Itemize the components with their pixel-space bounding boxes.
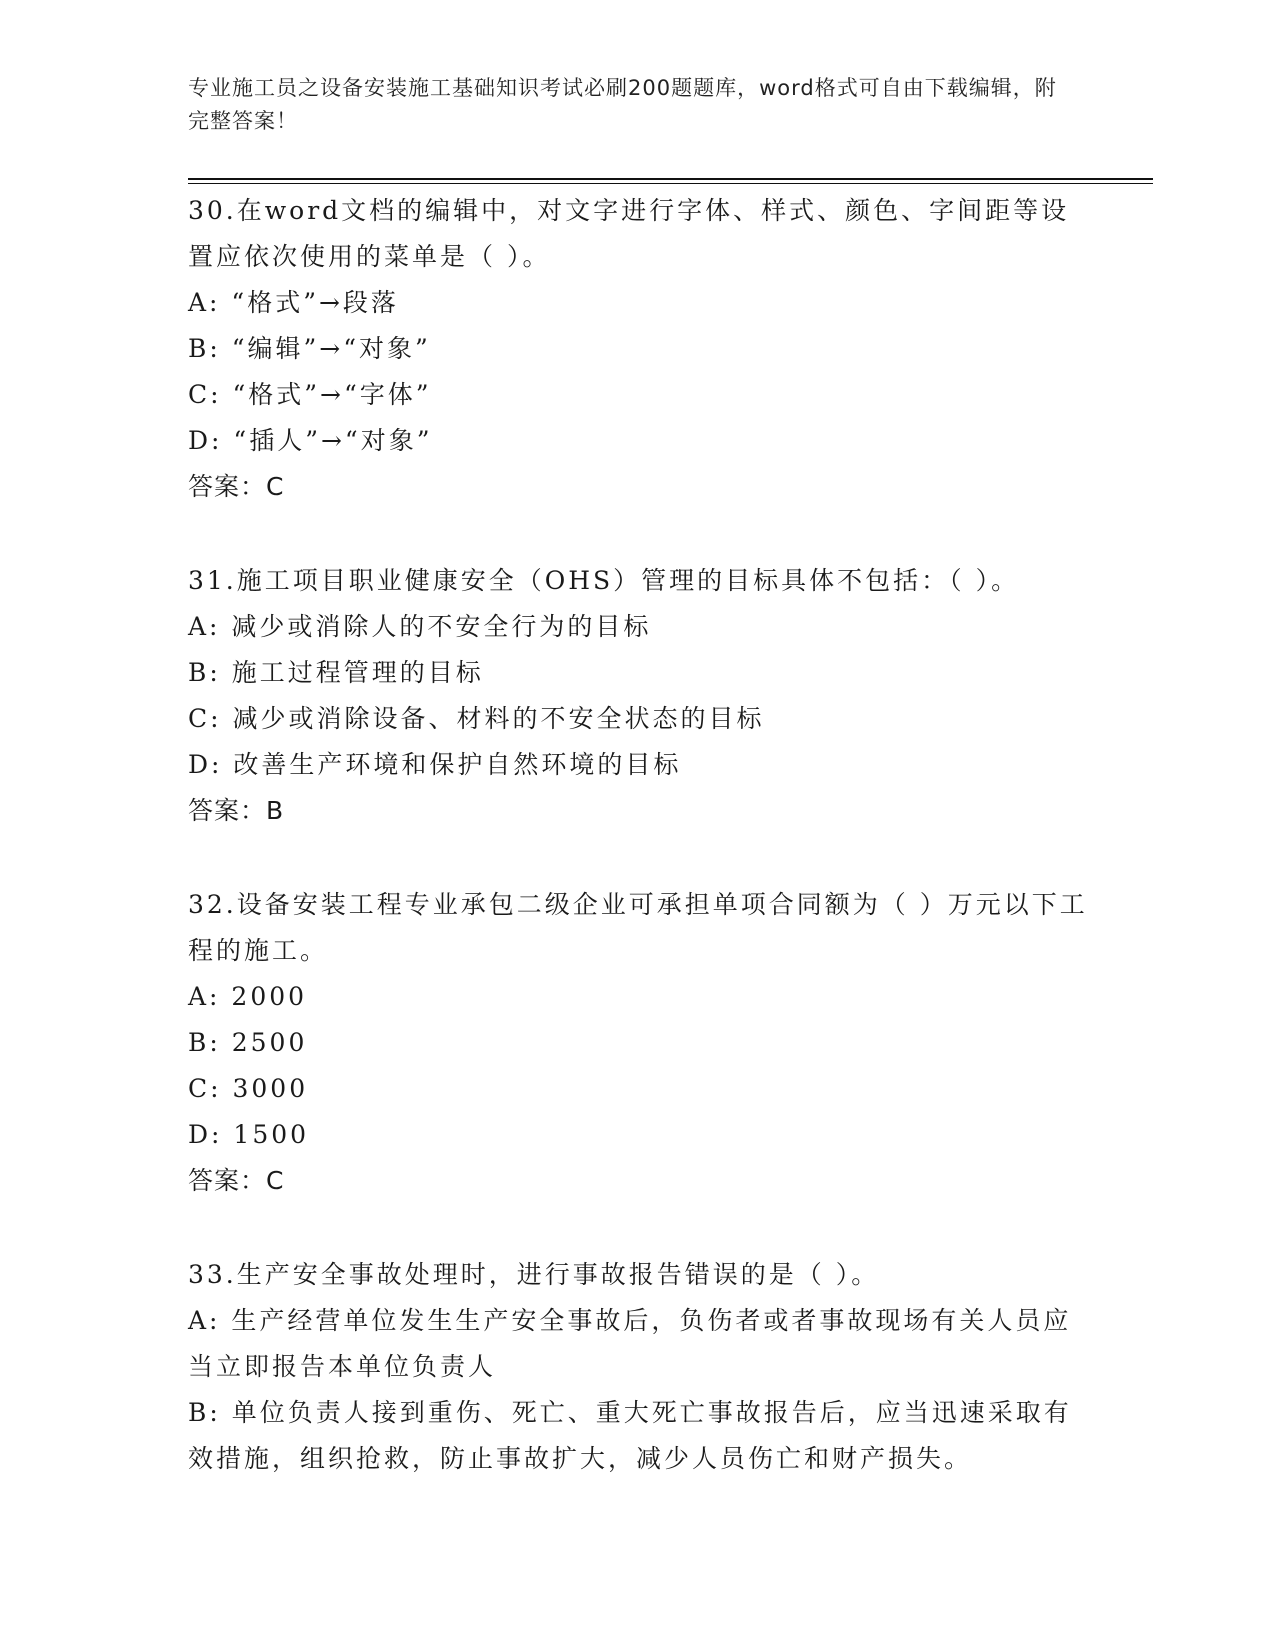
answer: 答案：C — [188, 472, 285, 501]
answer: 答案：B — [188, 796, 285, 825]
question-list — [188, 188, 1088, 1530]
answer: 答案：C — [188, 1166, 285, 1195]
option-c: C: “格式”→“字体” — [188, 380, 432, 409]
header-rule-thin — [188, 183, 1153, 184]
option-b: B: 单位负责人接到重伤、死亡、重大死亡事故报告后，应当迅速采取有效措施，组织抢救，防止事故扩大，减少人员伤亡和财产损失。 — [188, 1398, 1072, 1473]
question-text: 32.设备安装工程专业承包二级企业可承担单项合同额为（ ）万元以下工程的施工。 — [188, 890, 1088, 965]
question-33 — [188, 1252, 1088, 1482]
option-c: C: 3000 — [188, 1074, 309, 1103]
option-b: B: 施工过程管理的目标 — [188, 658, 484, 687]
question-text: 33.生产安全事故处理时，进行事故报告错误的是（ ）。 — [188, 1260, 880, 1289]
option-c: C: 减少或消除设备、材料的不安全状态的目标 — [188, 704, 765, 733]
document-header — [188, 72, 1068, 138]
question-32 — [188, 882, 1088, 1204]
option-b: B: 2500 — [188, 1028, 308, 1057]
question-31 — [188, 558, 1088, 834]
option-a: A: 2000 — [188, 982, 308, 1011]
question-30 — [188, 188, 1088, 510]
option-b: B: “编辑”→“对象” — [188, 334, 431, 363]
option-a: A: “格式”→段落 — [188, 288, 399, 317]
option-d: D: “插人”→“对象” — [188, 426, 433, 455]
header-rule-thick — [188, 178, 1153, 180]
option-d: D: 改善生产环境和保护自然环境的目标 — [188, 750, 682, 779]
option-d: D: 1500 — [188, 1120, 310, 1149]
option-a: A: 生产经营单位发生生产安全事故后，负伤者或者事故现场有关人员应当立即报告本单位负责人 — [188, 1306, 1072, 1381]
question-text: 31.施工项目职业健康安全（OHS）管理的目标具体不包括：（ ）。 — [188, 566, 1020, 595]
header-title: 专业施工员之设备安装施工基础知识考试必刷200题题库，word格式可自由下载编辑，附完整答案！ — [188, 76, 1057, 133]
option-a: A: 减少或消除人的不安全行为的目标 — [188, 612, 652, 641]
question-text: 30.在word文档的编辑中，对文字进行字体、样式、颜色、字间距等设置应依次使用的菜单是（ ）。 — [188, 196, 1070, 271]
